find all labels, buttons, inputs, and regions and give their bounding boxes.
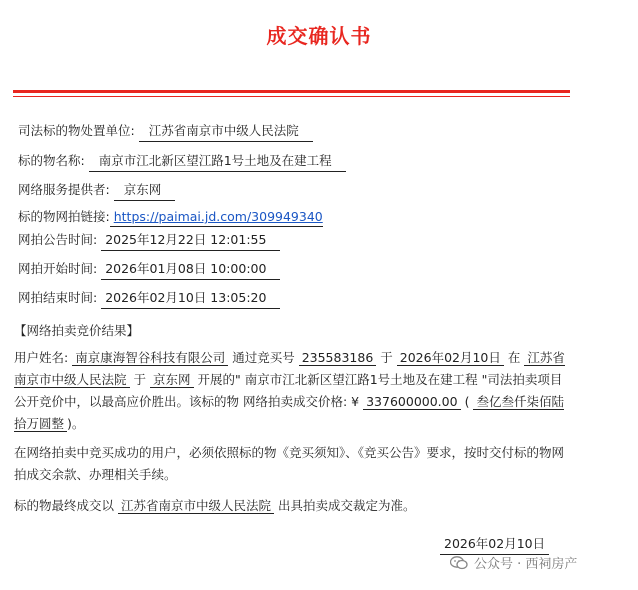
final-text: 标的物最终成交以 — [14, 498, 115, 513]
notice-paragraph: 在网络拍卖中竞买成功的用户，必须依照标的物《竞买须知》、《竞买公告》要求，按时交付标的物网拍成交余款、办理相关手续。 — [14, 445, 565, 482]
field-value: 2025年12月22日 12:01:55 — [101, 230, 280, 251]
deal-price-words: 叁亿叁仟柒佰陆拾万圆整 — [14, 394, 564, 431]
field-label: 司法标的物处置单位: — [18, 123, 135, 138]
field-value: 2026年02月10日 13:05:20 — [101, 288, 280, 309]
result-paragraph — [14, 347, 574, 435]
field-auction-link — [18, 207, 323, 227]
sign-date: 2026年02月10日 — [440, 534, 549, 555]
court-name: 江苏省南京市中级人民法院 — [118, 498, 274, 514]
result-text: )。 — [67, 416, 85, 431]
result-text: 通过竞买号 — [232, 350, 295, 365]
watermark-label: 公众号 · 西祠房产 — [474, 557, 578, 572]
result-text: ( — [464, 394, 470, 409]
field-label: 网络服务提供者: — [18, 182, 110, 197]
result-text: 开展的" 南京市江北新区望江路1号土地及在建工程 "司法拍卖项目公开竞价中，以最高应价胜出。该标的物 网络拍卖成交价格: ¥ — [14, 372, 563, 409]
field-label: 网拍公告时间: — [18, 232, 98, 247]
field-label: 网拍结束时间: — [18, 290, 98, 305]
field-label: 标的物网拍链接: — [18, 209, 110, 224]
field-provider — [18, 180, 175, 201]
watermark — [450, 553, 577, 572]
field-disposal-unit — [18, 121, 313, 142]
wechat-icon — [450, 556, 468, 570]
field-start-time — [18, 259, 280, 280]
result-text: 于 — [380, 350, 393, 365]
bid-number: 235583186 — [299, 350, 377, 366]
final-paragraph — [14, 495, 574, 517]
document-title: 成交确认书 — [266, 24, 372, 48]
field-item-name — [18, 151, 346, 172]
field-value: 2026年01月08日 10:00:00 — [101, 259, 280, 280]
field-label: 标的物名称: — [18, 153, 85, 168]
result-text: 在 — [507, 350, 521, 365]
result-text: 于 — [133, 372, 147, 387]
field-announce-time — [18, 230, 280, 251]
auction-link[interactable]: https://paimai.jd.com/309949340 — [113, 209, 323, 224]
result-text: 用户姓名: — [14, 350, 69, 365]
result-heading: 【网络拍卖竞价结果】 — [14, 323, 140, 338]
deal-price: 337600000.00 — [363, 394, 460, 410]
field-end-time — [18, 288, 280, 309]
header-rule-thin — [13, 96, 570, 97]
buyer-name: 南京康海智谷科技有限公司 — [72, 350, 228, 366]
final-text: 出具拍卖成交裁定为准。 — [278, 498, 416, 513]
field-value: 京东网 — [114, 180, 176, 201]
field-value: 南京市江北新区望江路1号土地及在建工程 — [89, 151, 346, 172]
auction-date: 2026年02月10日 — [397, 350, 504, 366]
header-rule-thick — [13, 90, 570, 93]
court-name: 江苏省南京市中级人民法院 — [14, 350, 565, 387]
field-label: 网拍开始时间: — [18, 261, 98, 276]
platform-name: 京东网 — [150, 372, 194, 388]
field-value: 江苏省南京市中级人民法院 — [139, 121, 313, 142]
